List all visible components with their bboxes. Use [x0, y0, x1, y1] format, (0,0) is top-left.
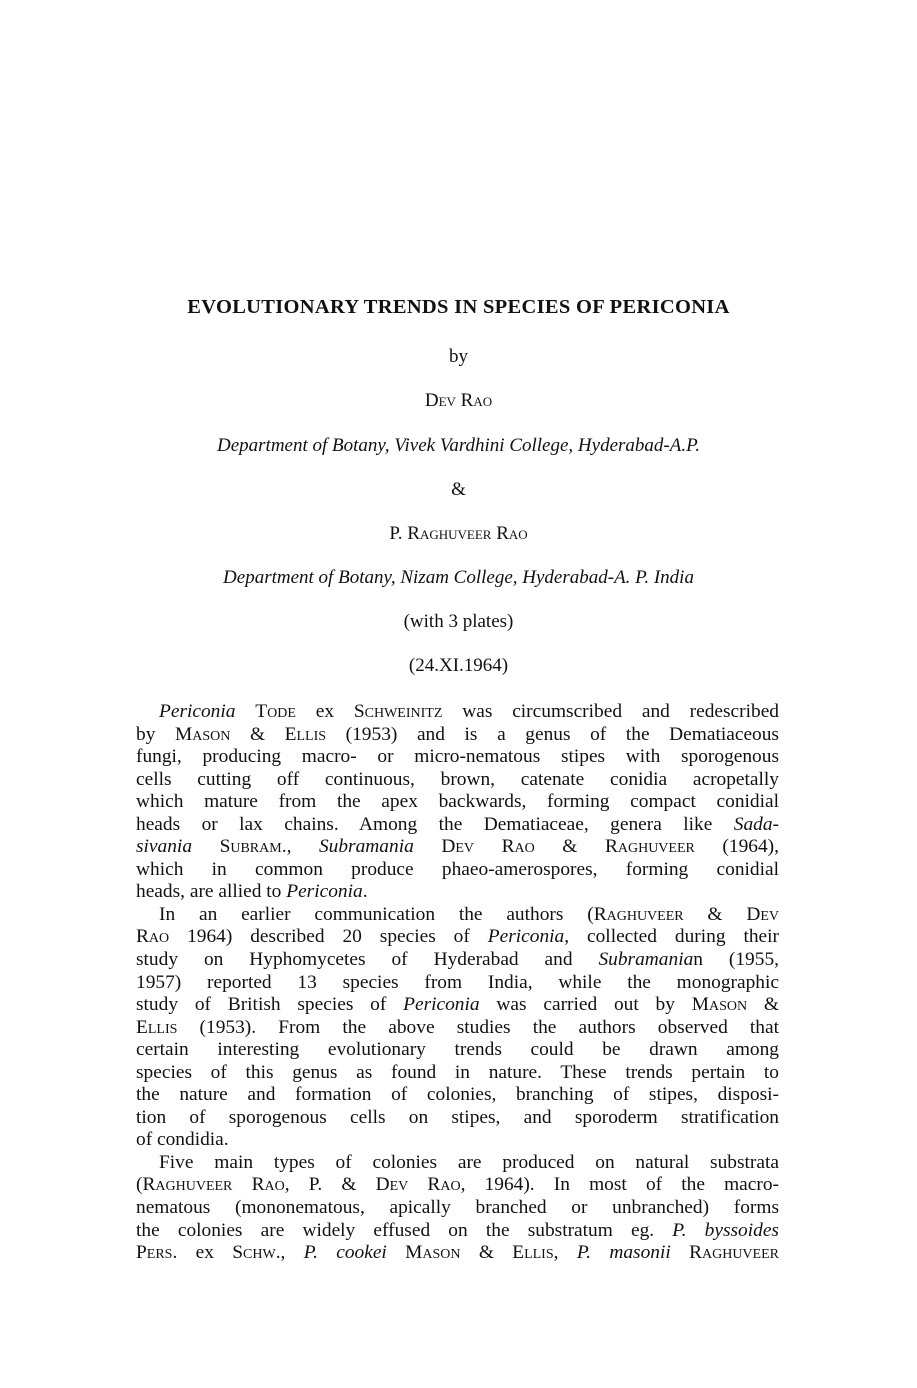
- text-line: certain interesting evolutionary trends could be drawn among: [136, 1039, 779, 1061]
- text-line: nematous (mononematous, apically branched or unbranched) forms: [136, 1197, 779, 1219]
- paragraph-2: [136, 904, 779, 1152]
- text-line: heads or lax chains. Among the Dematiaceae, genera like Sada-: [136, 813, 779, 835]
- paragraph-1: [136, 701, 779, 904]
- text-line: sivania Subram., Subramania Dev Rao & Raghuveer (1964),: [136, 836, 779, 858]
- ampersand: &: [451, 479, 466, 500]
- text-line: Five main types of colonies are produced on natural substrata: [159, 1151, 779, 1173]
- affiliation-2: Department of Botany, Nizam College, Hyderabad-A. P. India: [223, 567, 694, 588]
- text-line: by Mason & Ellis (1953) and is a genus of the Dematiaceous: [136, 723, 779, 745]
- text-line: which mature from the apex backwards, forming compact conidial: [136, 791, 779, 813]
- by-line: by: [449, 346, 468, 367]
- author-2: P. Raghuveer Rao: [389, 523, 528, 544]
- body-text: [136, 701, 779, 1265]
- text-line: which in common produce phaeo-amerospores, forming conidial: [136, 858, 779, 880]
- author-1: Dev Rao: [424, 390, 493, 411]
- text-line: the nature and formation of colonies, branching of stipes, disposi-: [136, 1084, 779, 1106]
- text-line: Rao 1964) described 20 species of Periconia, collected during their: [136, 926, 779, 948]
- text-line: cells cutting off continuous, brown, catenate conidia acropetally: [136, 768, 779, 790]
- affiliation-1: Department of Botany, Vivek Vardhini College, Hyderabad-A.P.: [217, 435, 700, 456]
- received-date: (24.XI.1964): [408, 655, 509, 676]
- text-line: In an earlier communication the authors (Raghuveer & Dev: [159, 903, 780, 925]
- text-line: Pers. ex Schw., P. cookei Mason & Ellis, P. masonii Raghuveer: [136, 1242, 779, 1264]
- text-line: Ellis (1953). From the above studies the authors observed that: [136, 1016, 779, 1038]
- text-line: study of British species of Periconia was carried out by Mason &: [136, 994, 779, 1016]
- plates-note: (with 3 plates): [403, 611, 514, 632]
- text-line: species of this genus as found in nature. These trends pertain to: [136, 1061, 779, 1083]
- text-line: study on Hyphomycetes of Hyderabad and Subramanian (1955,: [136, 949, 779, 971]
- text-line: (Raghuveer Rao, P. & Dev Rao, 1964). In most of the macro-: [136, 1174, 779, 1196]
- text-line: heads, are allied to Periconia.: [136, 881, 368, 903]
- paper-title: EVOLUTIONARY TRENDS IN SPECIES OF PERICONIA: [187, 296, 730, 318]
- text-line: of condidia.: [136, 1129, 229, 1151]
- text-line: tion of sporogenous cells on stipes, and sporoderm stratification: [136, 1106, 779, 1128]
- text-line: fungi, producing macro- or micro-nematous stipes with sporogenous: [136, 746, 779, 768]
- text-line: Periconia Tode ex Schweinitz was circumscribed and redescribed: [159, 701, 780, 722]
- paragraph-3: [136, 1152, 779, 1265]
- text-line: 1957) reported 13 species from India, while the monographic: [136, 971, 779, 993]
- text-line: the colonies are widely effused on the substratum eg. P. byssoides: [136, 1219, 779, 1241]
